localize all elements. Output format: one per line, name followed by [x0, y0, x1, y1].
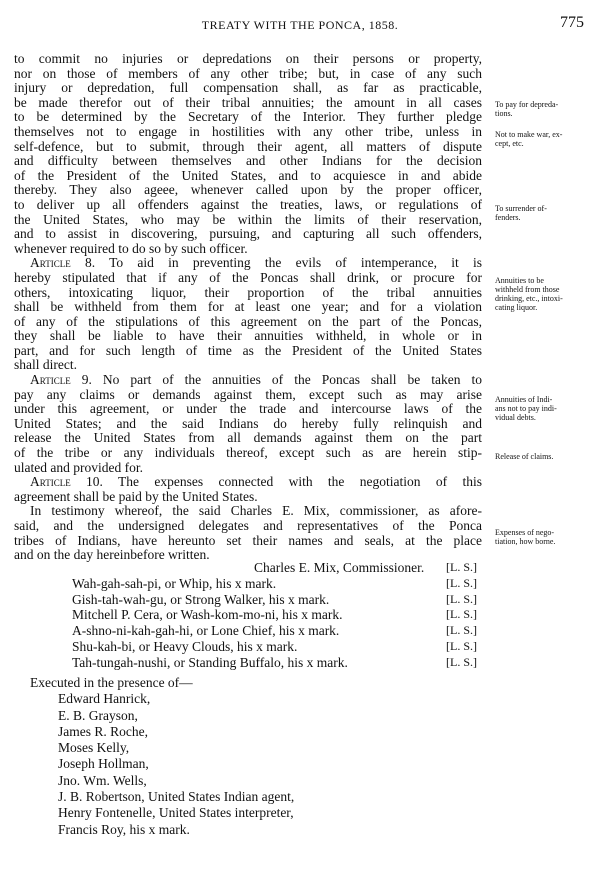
- signature-row: [14, 592, 504, 608]
- testimony-line: tribes of Indians, have hereunto set their names and seals, at the place: [14, 532, 482, 548]
- article-8-line: [14, 256, 482, 271]
- testimony-line: In testimony whereof, the said Charles E. Mix, commissioner, as afore-: [30, 503, 482, 519]
- margin-note-depredations: To pay for depreda- tions.: [495, 100, 559, 118]
- margin-note-expenses: Expenses of nego- tiation, how borne.: [495, 528, 556, 546]
- witness-name: Joseph Hollman,: [58, 756, 149, 772]
- text-line: injury or depredation, full compensation shall, as far as practicable,: [14, 80, 482, 96]
- article-8-label: Article 8.: [30, 255, 96, 271]
- signature-row: [14, 623, 504, 639]
- witness-name: Edward Hanrick,: [58, 691, 151, 707]
- article-9-label: Article 9.: [30, 372, 92, 388]
- article-10-text: The expenses connected with the negotiation of this: [102, 474, 482, 490]
- margin-note-annuities-withheld: Annuities to be withheld from those drinking, etc., intoxi- cating liquor.: [495, 276, 563, 312]
- seal-mark: [L. S.]: [446, 654, 477, 669]
- article-9-line: pay any claims or demands against them, except such as may arise: [14, 386, 482, 402]
- seal-mark: [L. S.]: [446, 591, 477, 606]
- signatory-name: A-shno-ni-kah-gah-hi, or Lone Chief, his x mark.: [72, 623, 340, 639]
- signatory-name: Charles E. Mix, Commissioner.: [254, 560, 425, 575]
- text-line: to commit no injuries or depredations on their persons or property,: [14, 51, 482, 66]
- article-8-line: shall be withheld from them for at least one year; and for a violation: [14, 299, 482, 315]
- page-header: [12, 14, 588, 34]
- text-line: thereby. They also ageee, whenever called upon by the proper officer,: [14, 182, 482, 198]
- signatory-name: Mitchell P. Cera, or Wash-kom-mo-ni, his x mark.: [72, 607, 343, 623]
- text-line: of the President of the United States, and to acquiesce in and abide: [14, 167, 482, 183]
- article-9-line: ulated and provided for.: [14, 459, 143, 475]
- witness-name: Henry Fontenelle, United States interpreter,: [58, 805, 294, 821]
- seal-mark: [L. S.]: [446, 575, 477, 590]
- article-9-line: United States; and the said Indians do hereby fully relinquish and: [14, 415, 482, 431]
- treaty-body-text: [14, 52, 482, 563]
- margin-note-release-claims: Release of claims.: [495, 452, 554, 461]
- text-line: and difficulty between themselves and other Indians for the decision: [14, 153, 482, 169]
- signature-row: [14, 607, 504, 623]
- article-8-line: they shall be liable to have their annuities withheld, in whole or in: [14, 328, 482, 344]
- signatory-name: Shu-kah-bi, or Heavy Clouds, his x mark.: [72, 638, 298, 654]
- text-line: self-defence, but to submit, through their agent, all matters of dispute: [14, 138, 482, 154]
- signature-row: [14, 560, 504, 576]
- witness-block: [30, 675, 490, 838]
- witness-name: E. B. Grayson,: [58, 707, 138, 723]
- article-8-line: hereby stipulated that if any of the Poncas shall drink, or procure for: [14, 269, 482, 285]
- seal-mark: [L. S.]: [446, 560, 477, 574]
- signature-row: [14, 576, 504, 592]
- article-9-line: under this agreement, or under the trade and intercourse laws of the: [14, 401, 482, 417]
- seal-mark: [L. S.]: [446, 623, 477, 638]
- signatory-name: Gish-tah-wah-gu, or Strong Walker, his x mark.: [72, 591, 330, 607]
- text-line: nor on those of members of any other tribe; but, in case of any such: [14, 65, 482, 81]
- running-title: TREATY WITH THE PONCA, 1858.: [201, 18, 399, 32]
- article-8-line: shall direct.: [14, 357, 77, 373]
- text-line: whenever required to do so by such officer.: [14, 240, 248, 256]
- seal-mark: [L. S.]: [446, 638, 477, 653]
- margin-note-surrender-offenders: To surrender of- fenders.: [495, 204, 547, 222]
- witness-name: Jno. Wm. Wells,: [58, 772, 147, 788]
- article-8-line: of any of the stipulations of this agreement on the part of the Poncas,: [14, 313, 482, 329]
- witness-name: Francis Roy, his x mark.: [58, 821, 190, 837]
- signatory-name: Wah-gah-sah-pi, or Whip, his x mark.: [72, 575, 277, 591]
- article-8-line: others, intoxicating liquor, their proportion of the tribal annuities: [14, 284, 482, 300]
- article-8-text: To aid in preventing the evils of intemperance, it is: [95, 255, 482, 271]
- article-10-line: agreement shall be paid by the United States.: [14, 488, 258, 504]
- text-line: and to assist in discovering, pursuing, and capturing all such offenders,: [14, 226, 482, 242]
- article-9-line: release the United States from all demands against them on the part: [14, 430, 482, 446]
- article-10-line: [14, 475, 482, 490]
- testimony-line: and on the day hereinbefore written.: [14, 547, 210, 563]
- margin-note-not-to-make-war: Not to make war, ex- cept, etc.: [495, 130, 563, 148]
- text-line: themselves not to engage in hostilities with any other tribe, unless in: [14, 123, 482, 139]
- text-line: be made therefor out of their tribal annuities; the amount in all cases: [14, 94, 482, 110]
- seal-mark: [L. S.]: [446, 607, 477, 622]
- witness-name: James R. Roche,: [58, 723, 148, 739]
- article-9-text: No part of the annuities of the Poncas shall be taken to: [91, 372, 482, 388]
- signature-block: [14, 560, 504, 671]
- witness-heading: Executed in the presence of—: [30, 675, 193, 690]
- article-9-line: [14, 373, 482, 388]
- witness-name: J. B. Robertson, United States Indian agent,: [58, 789, 295, 805]
- article-9-line: of the tribe or any individuals thereof, except such as are herein stip-: [14, 445, 482, 461]
- text-line: to be determined by the Secretary of the Interior. They further pledge: [14, 109, 482, 125]
- article-10-label: Article 10.: [30, 474, 103, 490]
- text-line: to deliver up all offenders against the treaties, laws, or regulations of: [14, 196, 482, 212]
- signatory-name: Tah-tungah-nushi, or Standing Buffalo, his x mark.: [72, 654, 348, 670]
- article-8-line: part, and for such length of time as the President of the United States: [14, 342, 482, 358]
- text-line: the United States, who may be within the limits of their reservation,: [14, 211, 482, 227]
- signature-row: [14, 639, 504, 655]
- page-number: 775: [560, 14, 584, 31]
- witness-name: Moses Kelly,: [58, 740, 130, 756]
- testimony-line: said, and the undersigned delegates and representatives of the Ponca: [14, 518, 482, 533]
- margin-note-individual-debts: Annuities of Indi- ans not to pay indi- vidual debts.: [495, 395, 557, 422]
- signature-row: [14, 655, 504, 671]
